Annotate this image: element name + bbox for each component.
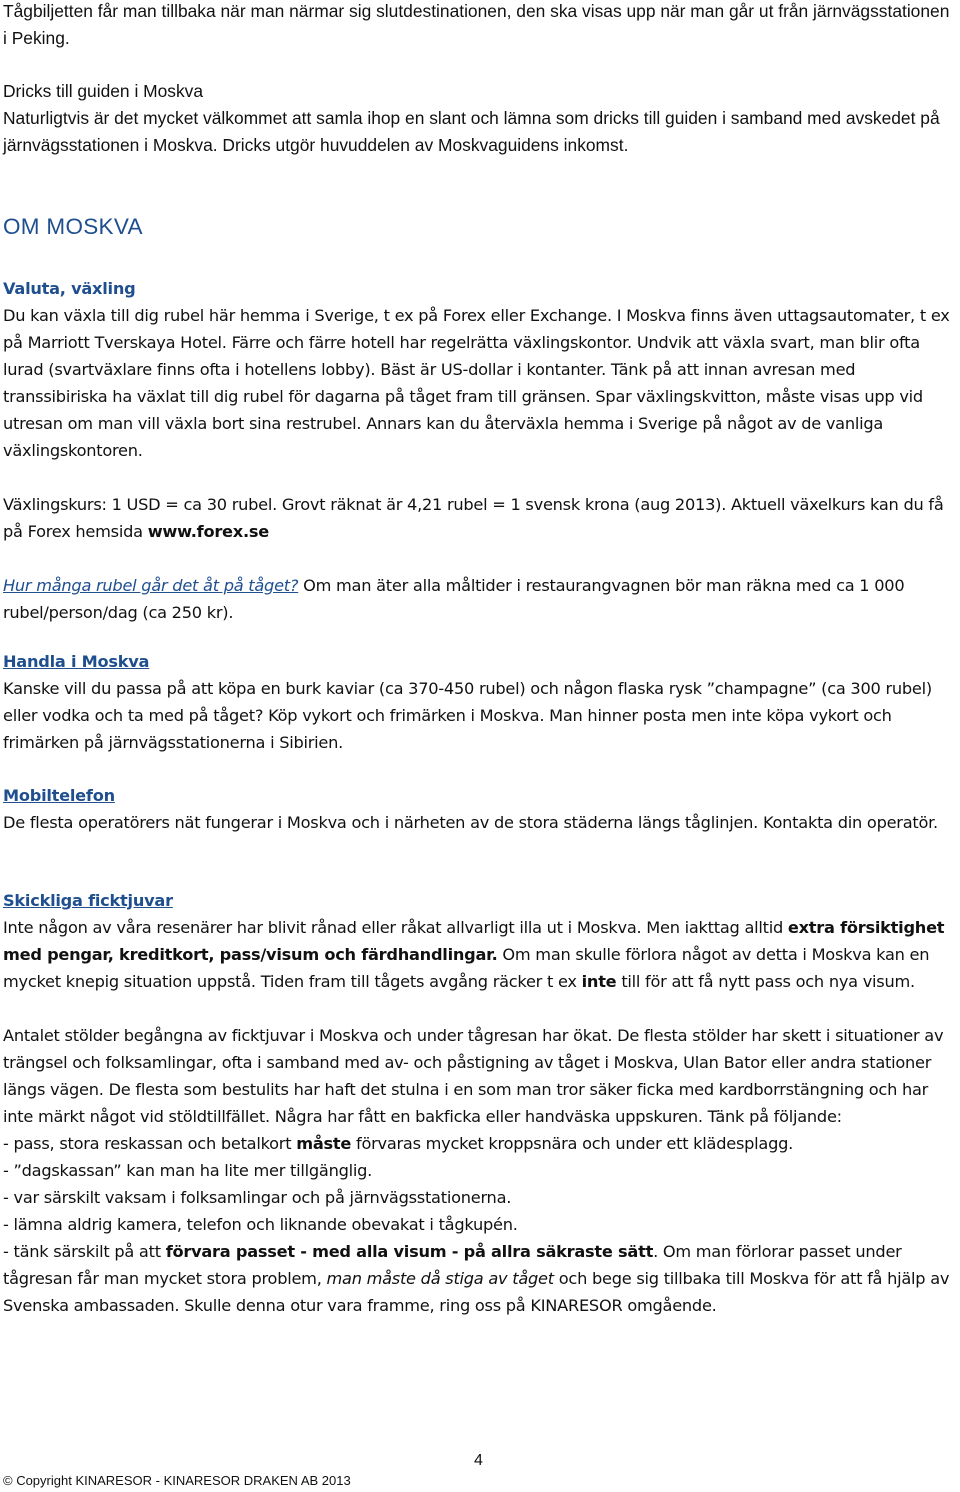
mobile-section	[3, 782, 955, 836]
copyright-footer: © Copyright KINARESOR - KINARESOR DRAKEN AB 2013	[3, 1473, 351, 1488]
cost-question: Hur många rubel går det åt på tåget?	[3, 576, 299, 595]
rate-text: Växlingskurs: 1 USD = ca 30 rubel. Grovt räknat är 4,21 rubel = 1 svensk krona (aug 2013). Aktuell växelkurs kan du få på Forex hemsida	[3, 495, 944, 541]
tip-list-item-4: - lämna aldrig kamera, telefon och liknande obevakat i tågkupén.	[3, 1215, 518, 1234]
pickpockets-paragraph-2: Antalet stölder begångna av ficktjuvar i Moskva och under tågresan har ökat. De flesta stölder har skett i situationer av trängsel och folksamlingar, ofta i samband med av- och påstigning av tåget i Moskva, Ulan Bator eller andra stationer längs vägen. De flesta som bestulits har haft det stulna i en som man tror säker ficka med kardborrstängning och har inte märkt något vid stöldtillfället. Några har fått en bakficka eller handväska uppskuren. Tänk på följande:	[3, 1026, 944, 1126]
p1-text-a: Inte någon av våra resenärer har blivit rånad eller råkat allvarligt illa ut i Moskva. Men iakttag alltid	[3, 918, 788, 937]
list-item-italic: man måste då stiga av tåget	[326, 1269, 554, 1288]
tip-list-item-5	[3, 1238, 955, 1319]
p1-text-e: till för att få nytt pass och nya visum.	[616, 972, 915, 991]
shopping-section	[3, 648, 955, 756]
list-item-bold: förvara passet - med alla visum - på allra säkraste sätt	[165, 1242, 654, 1261]
tips-section	[3, 78, 955, 159]
tip-list-item-1	[3, 1130, 955, 1157]
currency-heading: Valuta, växling	[3, 279, 136, 298]
mobile-heading: Mobiltelefon	[3, 786, 115, 805]
list-item-text: förvaras mycket kroppsnära och under ett klädesplagg.	[351, 1134, 794, 1153]
intro-paragraph: Tågbiljetten får man tillbaka när man närmar sig slutdestinationen, den ska visas upp när man går ut från järnvägsstationen i Peking.	[3, 1, 950, 48]
p1-bold-inte: inte	[581, 972, 617, 991]
forex-link[interactable]: www.forex.se	[147, 522, 269, 541]
list-item-text: . Om man förlorar passet under tågresan får man mycket stora problem,	[3, 1242, 902, 1288]
page-number: 4	[474, 1452, 483, 1469]
currency-body: Du kan växla till dig rubel här hemma i Sverige, t ex på Forex eller Exchange. I Moskva finns även uttagsautomater, t ex på Marriott Tverskaya Hotel. Färre och färre hotell har regelrätta växlingskontor. Undvik att växla svart, man blir ofta lurad (svartväxlare finns ofta i hotellens lobby). Bäst är US-dollar i kontanter. Tänk på att innan avresan med transsibiriska ha växlat till dig rubel för dagarna på tåget fram till gränsen. Spar växlingskvitton, måste visas upp vid utresan om man vill växla bort sina restrubel. Annars kan du återväxla hemma i Sverige på något av de vanliga växlingskontoren.	[3, 306, 950, 460]
tips-body: Naturligtvis är det mycket välkommet att samla ihop en slant och lämna som dricks till guiden i samband med avskedet på järnvägsstationen i Moskva. Dricks utgör huvuddelen av Moskvaguidens inkomst.	[3, 108, 940, 155]
pickpockets-section	[3, 887, 955, 1319]
list-item-text: - pass, stora reskassan och betalkort	[3, 1134, 297, 1153]
cost-answer: Om man äter alla måltider i restaurangvagnen bör man räkna med ca 1 000 rubel/person/dag (ca 250 kr).	[3, 576, 905, 622]
cost-paragraph	[3, 572, 955, 626]
tip-list-item-2: - ”dagskassan” kan man ha lite mer tillgänglig.	[3, 1161, 373, 1180]
pickpockets-paragraph-1	[3, 914, 955, 995]
rate-paragraph	[3, 491, 955, 545]
tip-list-item-3: - var särskilt vaksam i folksamlingar och på järnvägsstationerna.	[3, 1188, 512, 1207]
list-item-bold: måste	[296, 1134, 352, 1153]
shopping-heading: Handla i Moskva	[3, 652, 150, 671]
shopping-body: Kanske vill du passa på att köpa en burk kaviar (ca 370-450 rubel) och någon flaska rysk ”champagne” (ca 300 rubel) eller vodka och ta med på tåget? Köp vykort och frimärken i Moskva. Man hinner posta men inte köpa vykort och frimärken på järnvägsstationerna i Sibirien.	[3, 679, 932, 752]
p1-text-c: Om man skulle förlora något av detta i Moskva kan en mycket knepig situation uppstå. Tiden fram till tågets avgång räcker t ex	[3, 945, 930, 991]
mobile-body: De flesta operatörers nät fungerar i Moskva och i närheten av de stora städerna längs tåglinjen. Kontakta din operatör.	[3, 813, 938, 832]
p1-bold-warning: extra försiktighet med pengar, kreditkort, pass/visum och färdhandlingar.	[3, 918, 945, 964]
list-item-text: - tänk särskilt på att	[3, 1242, 166, 1261]
tips-heading: Dricks till guiden i Moskva	[3, 81, 204, 101]
section-title: OM MOSKVA	[3, 214, 143, 239]
currency-section	[3, 275, 955, 626]
pickpockets-heading: Skickliga ficktjuvar	[3, 891, 173, 910]
list-item-text: och bege sig tillbaka till Moskva för att få hjälp av Svenska ambassaden. Skulle denna otur vara framme, ring oss på KINARESOR omgående.	[3, 1269, 950, 1315]
